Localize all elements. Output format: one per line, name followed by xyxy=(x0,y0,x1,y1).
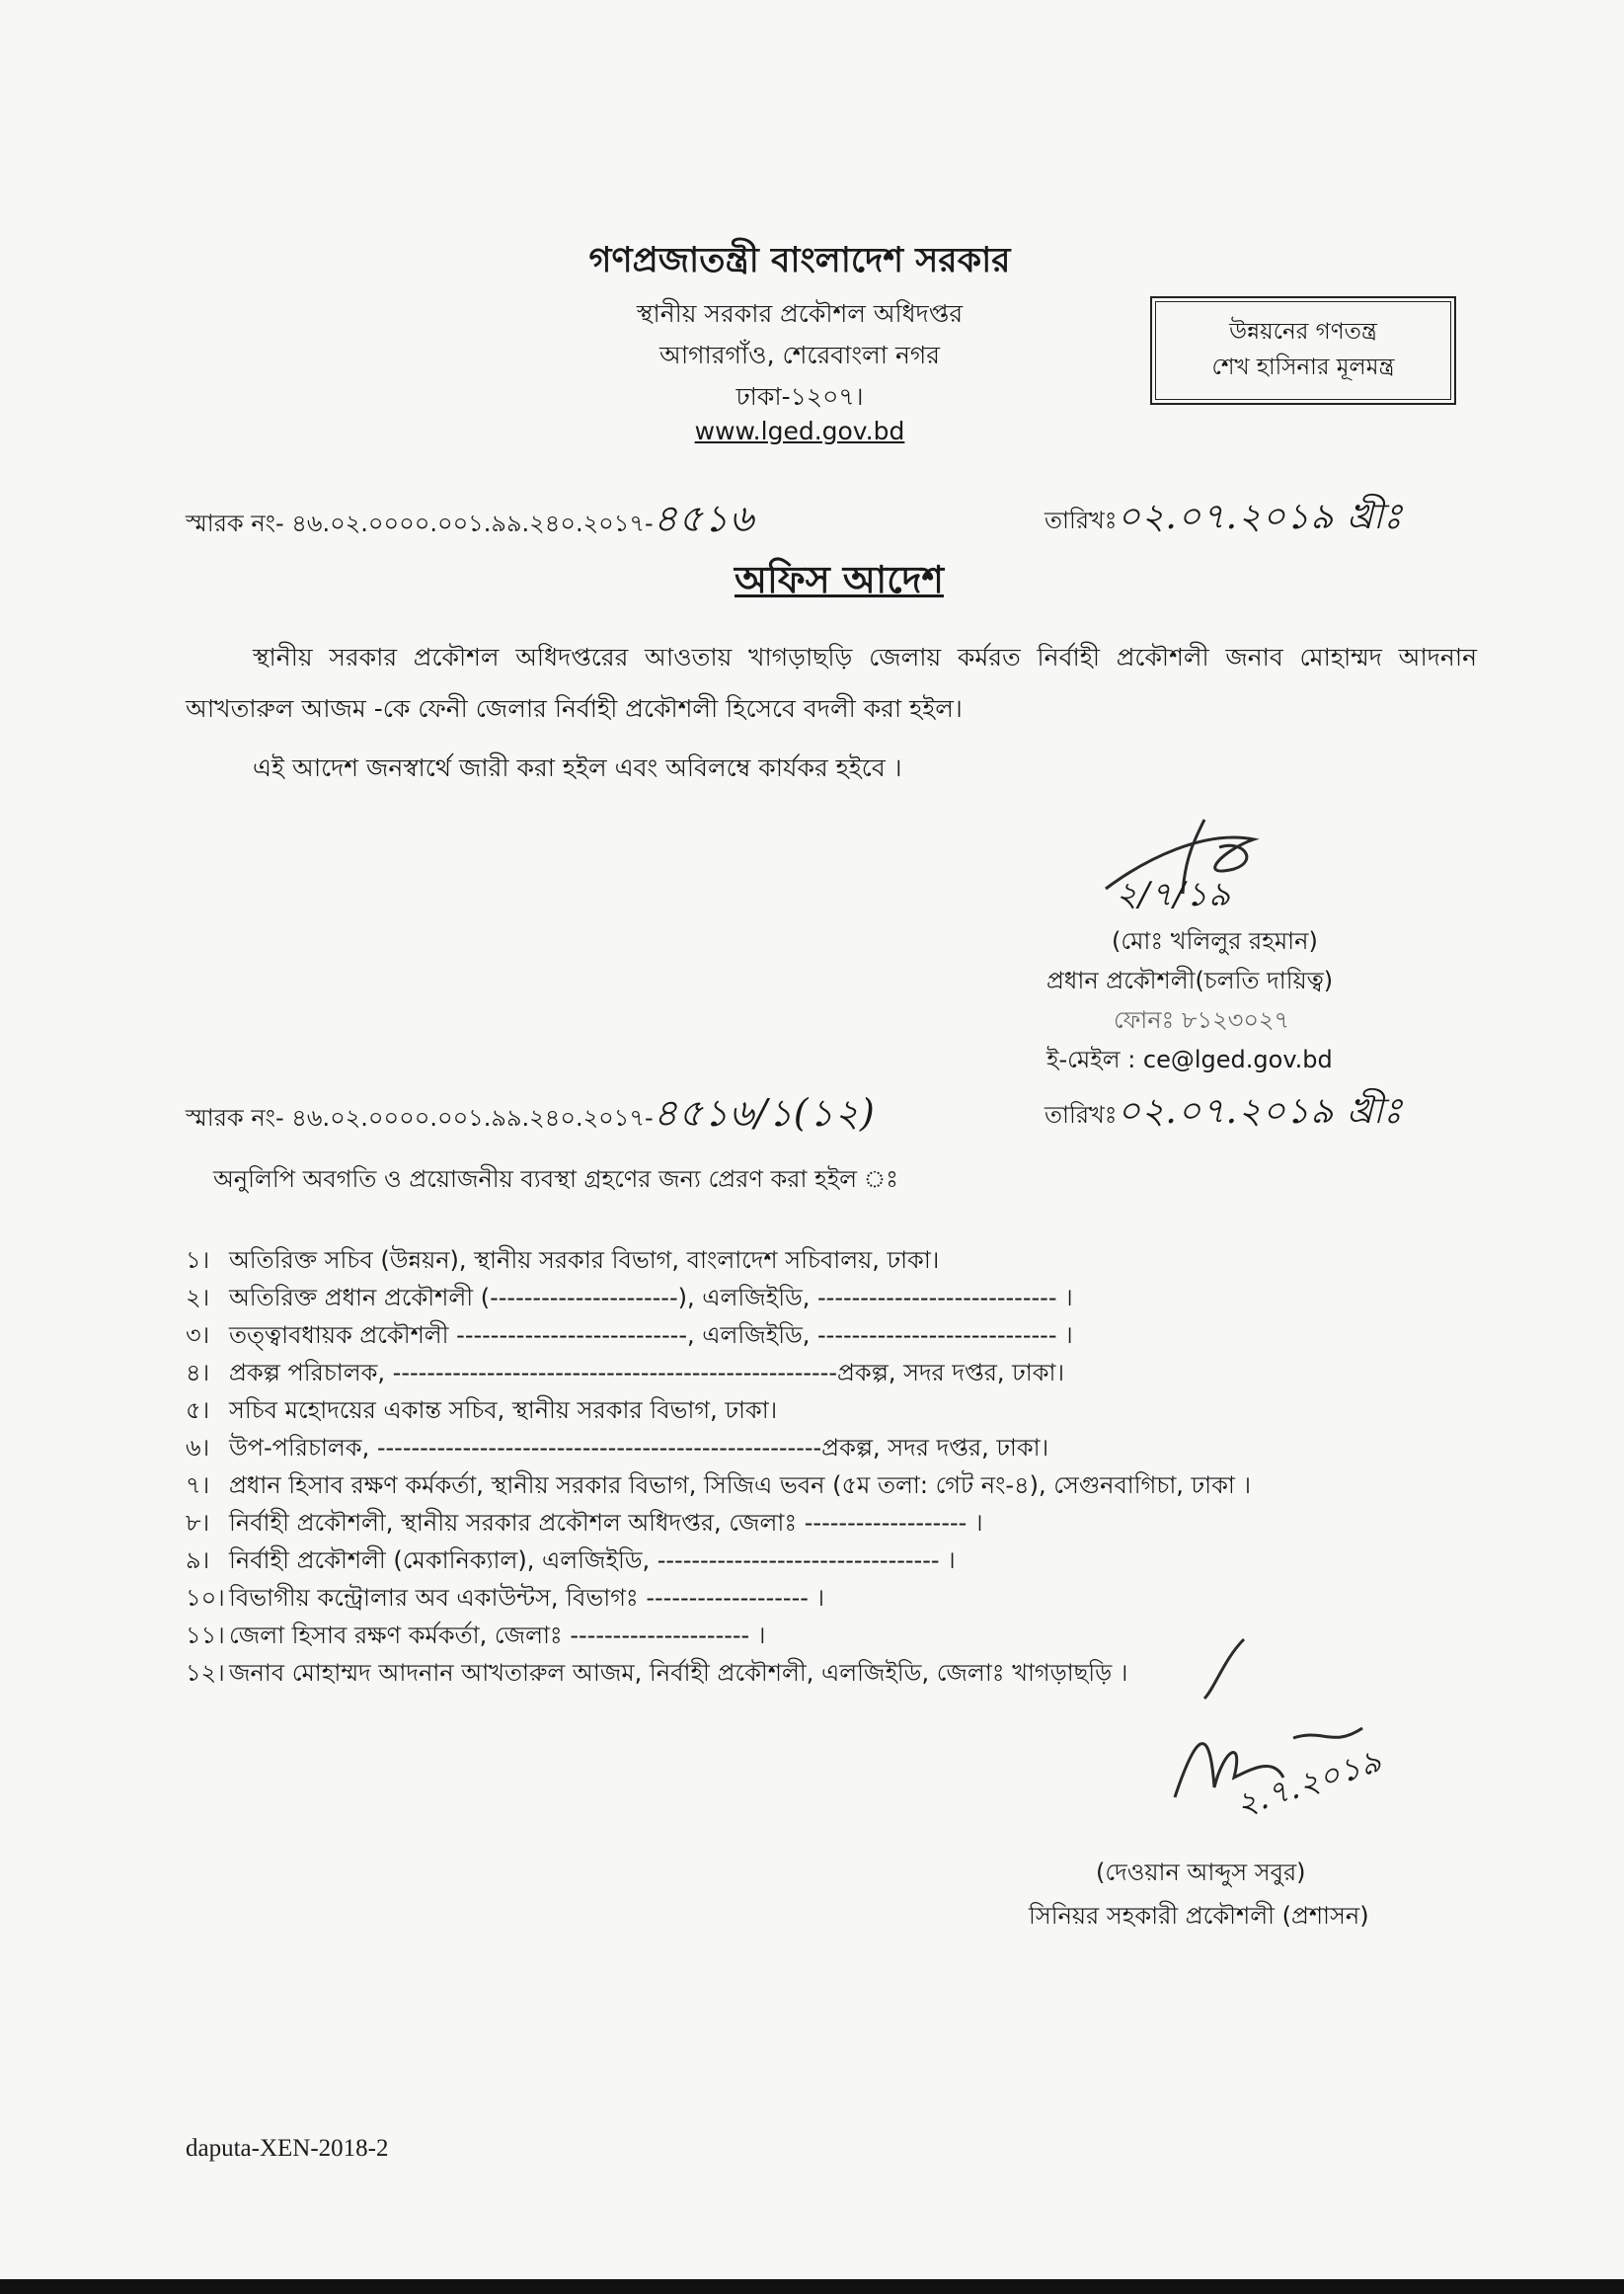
handwritten-date: ০২.০৭.২০১৯ খ্রীঃ xyxy=(1117,1091,1404,1132)
distribution-item: ১১। জেলা হিসাব রক্ষণ কর্মকর্তা, জেলাঃ --------------------- । xyxy=(186,1622,766,1649)
distribution-item: ৮। নির্বাহী প্রকৌশলী, স্থানীয় সরকার প্রকৌশল অধিদপ্তর, জেলাঃ ------------------- । xyxy=(186,1509,983,1537)
scan-edge-bar xyxy=(0,2279,1624,2294)
distribution-item: ১। অতিরিক্ত সচিব (উন্নয়ন), স্থানীয় সরকার বিভাগ, বাংলাদেশ সচিবালয়, ঢাকা। xyxy=(186,1246,940,1274)
distribution-item: ৫। সচিব মহোদয়ের একান্ত সচিব, স্থানীয় সরকার বিভাগ, ঢাকা। xyxy=(186,1396,778,1424)
signatory-designation: প্রধান প্রকৌশলী(চলতি দায়িত্ব) xyxy=(1046,967,1334,994)
address-line-2: ঢাকা-১২০৭। xyxy=(735,382,864,411)
memo-label: স্মারক নং- ৪৬.০২.০০০০.০০১.৯৯.২৪০.২০১৭- xyxy=(186,1104,654,1132)
distribution-item: ১০। বিভাগীয় কন্ট্রোলার অব একাউন্টস, বিভাগঃ ------------------- । xyxy=(186,1584,825,1612)
memo-number-1 xyxy=(186,490,754,553)
distribution-item: ২। অতিরিক্ত প্রধান প্রকৌশলী (----------------------), এলজিইডি, ---------------------------- । xyxy=(186,1284,1073,1311)
memo-label: স্মারক নং- ৪৬.০২.০০০০.০০১.৯৯.২৪০.২০১৭- xyxy=(186,510,654,537)
order-title: অফিস আদেশ xyxy=(735,558,944,601)
memo-number-2 xyxy=(186,1084,876,1147)
signatory-2-name: (দেওয়ান আব্দুস সবুর) xyxy=(1096,1859,1306,1886)
memo-date-1 xyxy=(1044,490,1403,549)
distribution-item: ৩। তত্ত্বাবধায়ক প্রকৌশলী ---------------------------, এলজিইডি, ---------------------------- । xyxy=(186,1321,1073,1349)
distribution-item: ৯। নির্বাহী প্রকৌশলী (মেকানিক্যাল), এলজিইডি, --------------------------------- । xyxy=(186,1546,956,1574)
copy-intro: অনুলিপি অবগতি ও প্রয়োজনীয় ব্যবস্থা গ্রহণের জন্য প্রেরণ করা হইল ঃ xyxy=(213,1165,898,1193)
distribution-item: ৪। প্রকল্প পরিচালক, ----------------------------------------------------প্রকল্প, সদর দপ্তর, ঢাকা। xyxy=(186,1359,1065,1386)
website-link[interactable]: www.lged.gov.bd xyxy=(694,417,905,445)
signatory-phone: ফোনঃ ৮১২৩০২৭ xyxy=(1114,1006,1290,1034)
memo-handwritten-number: ৪৫১৬/১(১২) xyxy=(653,1091,876,1135)
distribution-item: ১২। জনাব মোহাম্মদ আদনান আখতারুল আজম, নির্বাহী প্রকৌশলী, এলজিইডি, জেলাঃ খাগড়াছড়ি । xyxy=(186,1659,1128,1687)
slogan-line-2: শেখ হাসিনার মূলমন্ত্র xyxy=(1211,355,1395,380)
signature-handwritten-date-2: ২.৭.২০১৯ xyxy=(1231,1741,1387,1824)
memo-date-2 xyxy=(1044,1084,1403,1144)
handwritten-date: ০২.০৭.২০১৯ খ্রীঃ xyxy=(1117,497,1404,537)
address-line-1: আগারগাঁও, শেরেবাংলা নগর xyxy=(658,341,941,369)
distribution-item: ৬। উপ-পরিচালক, ----------------------------------------------------প্রকল্প, সদর দপ্তর, ঢাকা। xyxy=(186,1434,1049,1462)
memo-handwritten-number: ৪৫১৬ xyxy=(653,497,755,540)
date-label: তারিখঃ xyxy=(1044,1101,1118,1129)
date-label: তারিখঃ xyxy=(1044,507,1118,534)
department-name: স্থানীয় সরকার প্রকৌশল অধিদপ্তর xyxy=(636,299,964,328)
signatory-name: (মোঃ খলিলুর রহমান) xyxy=(1112,927,1318,955)
signatory-2-designation: সিনিয়র সহকারী প্রকৌশলী (প্রশাসন) xyxy=(1029,1902,1369,1930)
footer-code: daputa-XEN-2018-2 xyxy=(186,2135,389,2162)
slogan-box xyxy=(1150,296,1456,405)
signature-handwritten-date: ২/৭/১৯ xyxy=(1116,875,1232,914)
order-paragraph: স্থানীয় সরকার প্রকৌশল অধিদপ্তরের আওতায় খাগড়াছড়ি জেলায় কর্মরত নির্বাহী প্রকৌশলী জনাব মোহাম্মদ আদনান আখতারুল আজম -কে ফেনী জেলার নির্বাহী প্রকৌশলী হিসেবে বদলী করা হইল। xyxy=(186,643,1477,723)
signatory-email[interactable]: ই-মেইল : ce@lged.gov.bd xyxy=(1046,1046,1333,1073)
distribution-item: ৭। প্রধান হিসাব রক্ষণ কর্মকর্তা, স্থানীয় সরকার বিভাগ, সিজিএ ভবন (৫ম তলা: গেট নং-৪), সেগুনবাগিচা, ঢাকা । xyxy=(186,1471,1252,1499)
order-effect-paragraph: এই আদেশ জনস্বার্থে জারী করা হইল এবং অবিলম্বে কার্যকর হইবে । xyxy=(253,753,902,782)
slogan-line-1: উন্নয়নের গণতন্ত্র xyxy=(1229,319,1377,345)
government-title: গণপ্রজাতন্ত্রী বাংলাদেশ সরকার xyxy=(588,241,1011,280)
